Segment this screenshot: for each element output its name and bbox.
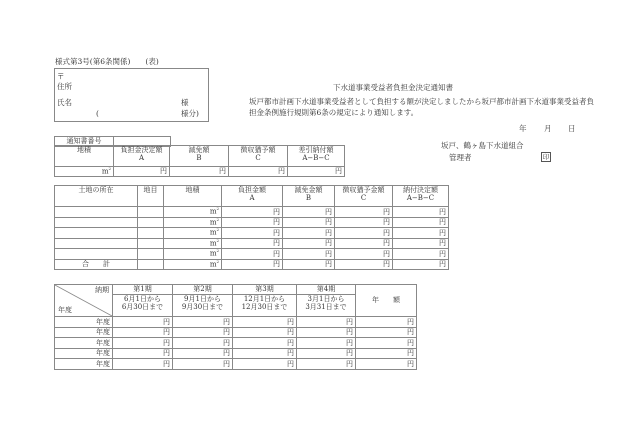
period-4-cell: 円 [297, 348, 356, 359]
period-1-cell: 円 [113, 348, 173, 359]
area-cell: $m^2$ [164, 259, 222, 270]
charge-cell: 円 [222, 249, 283, 260]
corner-header-cell [55, 285, 113, 317]
date-month: 月 [544, 124, 552, 133]
charge-cell: 円 [222, 238, 283, 249]
deferral-total-cell: 円 [335, 259, 393, 270]
date-year: 年 [519, 124, 527, 133]
fiscal-year-cell: 年度 [55, 317, 113, 328]
corner-top-label: 納期 [95, 286, 109, 294]
payment-cell: 円 [393, 228, 449, 239]
col-exemption: 減免額 B [170, 146, 229, 167]
col-deferral-amount: 徴収猶予金額 C [335, 186, 393, 207]
land-row [55, 228, 449, 239]
period-3-cell: 円 [233, 338, 297, 349]
land-row [55, 238, 449, 249]
period-4-cell: 円 [297, 327, 356, 338]
form-label: 様式第3号(第6条関係) (表) [55, 57, 159, 66]
land-table [54, 185, 449, 270]
area-cell: $m^2$ [164, 217, 222, 228]
fiscal-year-cell: 年度 [55, 327, 113, 338]
land-row [55, 217, 449, 228]
period-3-range: 12月1日から 12月30日まで [233, 295, 297, 317]
period-1-cell: 円 [113, 327, 173, 338]
period-4-cell: 円 [297, 317, 356, 328]
annual-cell: 円 [356, 327, 417, 338]
location-cell [55, 207, 138, 218]
period-2-cell: 円 [173, 359, 233, 370]
net-payment-cell: 円 [288, 167, 345, 177]
installment-row [55, 338, 417, 349]
location-cell [55, 249, 138, 260]
charge-cell: 円 [222, 228, 283, 239]
fiscal-year-cell: 年度 [55, 348, 113, 359]
notice-body-text: 坂戸都市計画下水道事業受益者として負担する額が決定しましたから坂戸都市計画下水道事業受益者負担金条例施行規則第6条の規定により通知します。 [249, 97, 594, 117]
col-charge-amount: 負担金額 A [222, 186, 283, 207]
summary-row [55, 167, 345, 177]
period-2-cell: 円 [173, 317, 233, 328]
organization-name: 坂戸、鶴ヶ島下水道組合 [441, 141, 524, 150]
col-area: 地積 [55, 146, 114, 167]
payment-cell: 円 [393, 249, 449, 260]
installment-row [55, 348, 417, 359]
notice-number-label: 通知書番号 [55, 137, 114, 147]
decided-amount-cell: 円 [114, 167, 170, 177]
seal-mark: 印 [542, 153, 550, 161]
category-cell [138, 217, 164, 228]
recipient-address-box [54, 68, 209, 122]
col-deferral: 徴収猶予額 C [229, 146, 288, 167]
area-cell: $m^2$ [164, 249, 222, 260]
annual-cell: 円 [356, 348, 417, 359]
installment-table [54, 284, 417, 370]
location-cell [55, 228, 138, 239]
paren-open: ( [96, 109, 99, 118]
col-decided-amount: 負担金決定額 A [114, 146, 170, 167]
period-3-cell: 円 [233, 327, 297, 338]
installment-row [55, 359, 417, 370]
charge-total-cell: 円 [222, 259, 283, 270]
col-location: 土地の所在 [55, 186, 138, 207]
location-cell [55, 238, 138, 249]
fiscal-year-cell: 年度 [55, 338, 113, 349]
period-1-label: 第1期 [113, 285, 173, 295]
deferral-cell: 円 [335, 238, 393, 249]
exemption-cell: 円 [283, 207, 335, 218]
annual-cell: 円 [356, 359, 417, 370]
category-cell [138, 207, 164, 218]
annual-cell: 円 [356, 338, 417, 349]
date-day: 日 [568, 124, 576, 133]
period-3-cell: 円 [233, 359, 297, 370]
postal-mark: 〒 [57, 72, 65, 81]
payment-total-cell: 円 [393, 259, 449, 270]
payment-cell: 円 [393, 238, 449, 249]
col-exemption-amount: 減免金額 B [283, 186, 335, 207]
category-cell [138, 259, 164, 270]
name-label: 氏名 [57, 98, 72, 107]
period-4-label: 第4期 [297, 285, 356, 295]
period-2-label: 第2期 [173, 285, 233, 295]
exemption-cell: 円 [283, 238, 335, 249]
period-3-cell: 円 [233, 348, 297, 359]
area-cell: $m^2$ [164, 238, 222, 249]
fiscal-year-cell: 年度 [55, 359, 113, 370]
period-3-cell: 円 [233, 317, 297, 328]
land-row [55, 207, 449, 218]
deferral-cell: 円 [335, 249, 393, 260]
period-4-range: 3月1日から 3月31日まで [297, 295, 356, 317]
area-cell: $m^2$ [164, 207, 222, 218]
address-label: 住所 [57, 82, 72, 91]
location-cell [55, 217, 138, 228]
sama-label: 様 [181, 98, 189, 107]
area-cell: $m^2$ [164, 228, 222, 239]
period-2-cell: 円 [173, 327, 233, 338]
sama-bun-label: 様分) [181, 109, 199, 118]
exemption-cell: 円 [283, 249, 335, 260]
installment-row [55, 317, 417, 328]
total-label: 合 計 [55, 259, 138, 270]
area-cell: $m^2$ [55, 167, 114, 177]
col-payment-decided: 納付決定額 A−B−C [393, 186, 449, 207]
period-1-cell: 円 [113, 317, 173, 328]
deferral-cell: 円 [335, 207, 393, 218]
col-land-category: 地目 [138, 186, 164, 207]
payment-cell: 円 [393, 207, 449, 218]
deferral-cell: 円 [335, 217, 393, 228]
period-2-range: 9月1日から 9月30日まで [173, 295, 233, 317]
period-1-cell: 円 [113, 338, 173, 349]
charge-cell: 円 [222, 207, 283, 218]
annual-cell: 円 [356, 317, 417, 328]
annual-amount-header: 年 額 [356, 285, 417, 317]
deferral-cell: 円 [229, 167, 288, 177]
notice-title: 下水道事業受益者負担金決定通知書 [333, 83, 453, 92]
period-2-cell: 円 [173, 348, 233, 359]
installment-row [55, 327, 417, 338]
exemption-total-cell: 円 [283, 259, 335, 270]
exemption-cell: 円 [283, 217, 335, 228]
period-1-range: 6月1日から 6月30日まで [113, 295, 173, 317]
period-2-cell: 円 [173, 338, 233, 349]
exemption-cell: 円 [283, 228, 335, 239]
summary-table [54, 145, 345, 177]
charge-cell: 円 [222, 217, 283, 228]
period-4-cell: 円 [297, 338, 356, 349]
category-cell [138, 228, 164, 239]
corner-bottom-label: 年度 [58, 305, 72, 314]
period-1-cell: 円 [113, 359, 173, 370]
col-area: 地積 [164, 186, 222, 207]
period-4-cell: 円 [297, 359, 356, 370]
total-row [55, 259, 449, 270]
deferral-cell: 円 [335, 228, 393, 239]
payment-cell: 円 [393, 217, 449, 228]
exemption-cell: 円 [170, 167, 229, 177]
period-3-label: 第3期 [233, 285, 297, 295]
land-row [55, 249, 449, 260]
category-cell [138, 238, 164, 249]
manager-label: 管理者 [449, 153, 472, 162]
category-cell [138, 249, 164, 260]
col-net-payment: 差引納付額 A−B−C [288, 146, 345, 167]
